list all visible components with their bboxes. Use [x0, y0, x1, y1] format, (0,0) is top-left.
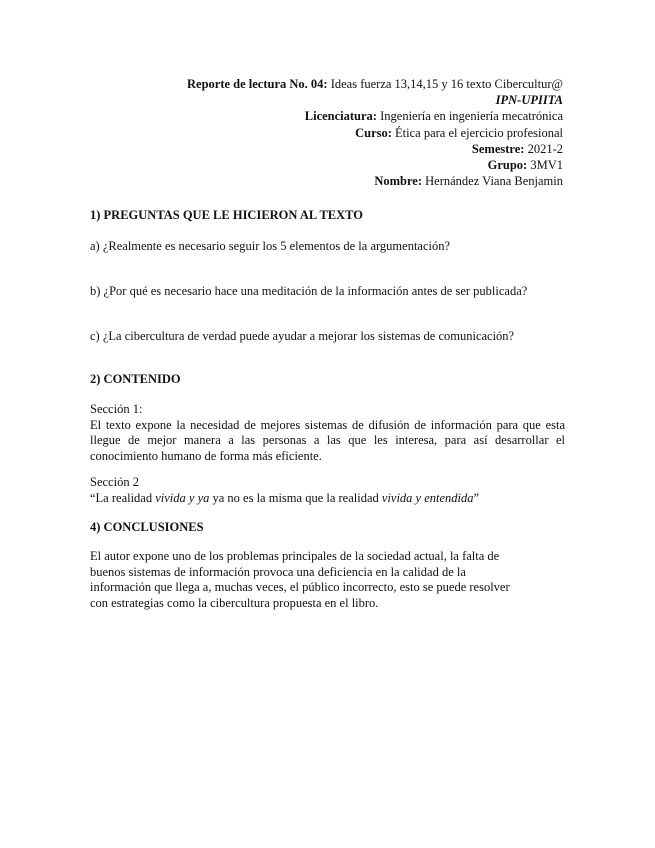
- document-header: [83, 76, 563, 189]
- question-b: b) ¿Por qué es necesario hace una meditación de la información antes de ser publicada?: [90, 284, 528, 298]
- section-2-label: Sección 2: [90, 475, 139, 489]
- section-1-text: El texto expone la necesidad de mejores sistemas de difusión de información para que esta llegue de mejor manera a las personas a las que les interesa, para así desarrollar el conocimiento humano de forma más eficiente.: [90, 417, 565, 463]
- semester-line: [83, 141, 563, 157]
- report-value: Ideas fuerza 13,14,15 y 16 texto Cibercultur@: [327, 77, 563, 91]
- content-section-1: [90, 402, 565, 464]
- group-value: 3MV1: [527, 158, 563, 173]
- quote-part-1: “La realidad: [90, 490, 156, 505]
- name-label: Nombre:: [374, 174, 423, 189]
- questions-heading: 1) PREGUNTAS QUE LE HICIERON AL TEXTO: [90, 208, 363, 222]
- section-1-label: Sección 1:: [90, 402, 143, 416]
- degree-line: [83, 108, 563, 124]
- quote-emphasis-1: vivida y ya: [155, 490, 210, 505]
- name-value: Hernández Viana Benjamin: [422, 174, 563, 189]
- name-line: [83, 173, 563, 189]
- quote-emphasis-2: vivida y entendida: [381, 490, 474, 505]
- content-section-2: [90, 475, 565, 506]
- course-label: Curso:: [355, 125, 392, 140]
- institution: IPN-UPIITA: [495, 93, 563, 108]
- conclusions-heading: 4) CONCLUSIONES: [90, 520, 204, 534]
- group-label: Grupo:: [487, 158, 528, 173]
- degree-label: Licenciatura:: [304, 109, 377, 124]
- group-line: [83, 157, 563, 173]
- semester-label: Semestre:: [471, 141, 525, 156]
- degree-value: Ingeniería en ingeniería mecatrónica: [376, 109, 563, 124]
- semester-value: 2021-2: [524, 141, 563, 156]
- conclusions-text: El autor expone uno de los problemas principales de la sociedad actual, la falta de buenos sistemas de información provoca una deficiencia en la calidad de la información que llega a, muchas veces, el público incorrecto, esto se puede resolver con estrategias como la cibercultura propuesta en el libro.: [90, 549, 510, 610]
- course-line: [83, 125, 563, 141]
- course-value: Ética para el ejercicio profesional: [391, 125, 563, 140]
- question-a: a) ¿Realmente es necesario seguir los 5 elementos de la argumentación?: [90, 239, 451, 253]
- report-line: [83, 76, 563, 92]
- content-heading: 2) CONTENIDO: [90, 372, 181, 386]
- section-2-quote: [90, 491, 565, 507]
- quote-part-2: ya no es la misma que la realidad: [209, 490, 382, 505]
- quote-part-3: ”: [473, 490, 480, 505]
- question-c: c) ¿La cibercultura de verdad puede ayudar a mejorar los sistemas de comunicación?: [90, 329, 515, 343]
- report-label: Reporte de lectura No. 04:: [187, 77, 328, 91]
